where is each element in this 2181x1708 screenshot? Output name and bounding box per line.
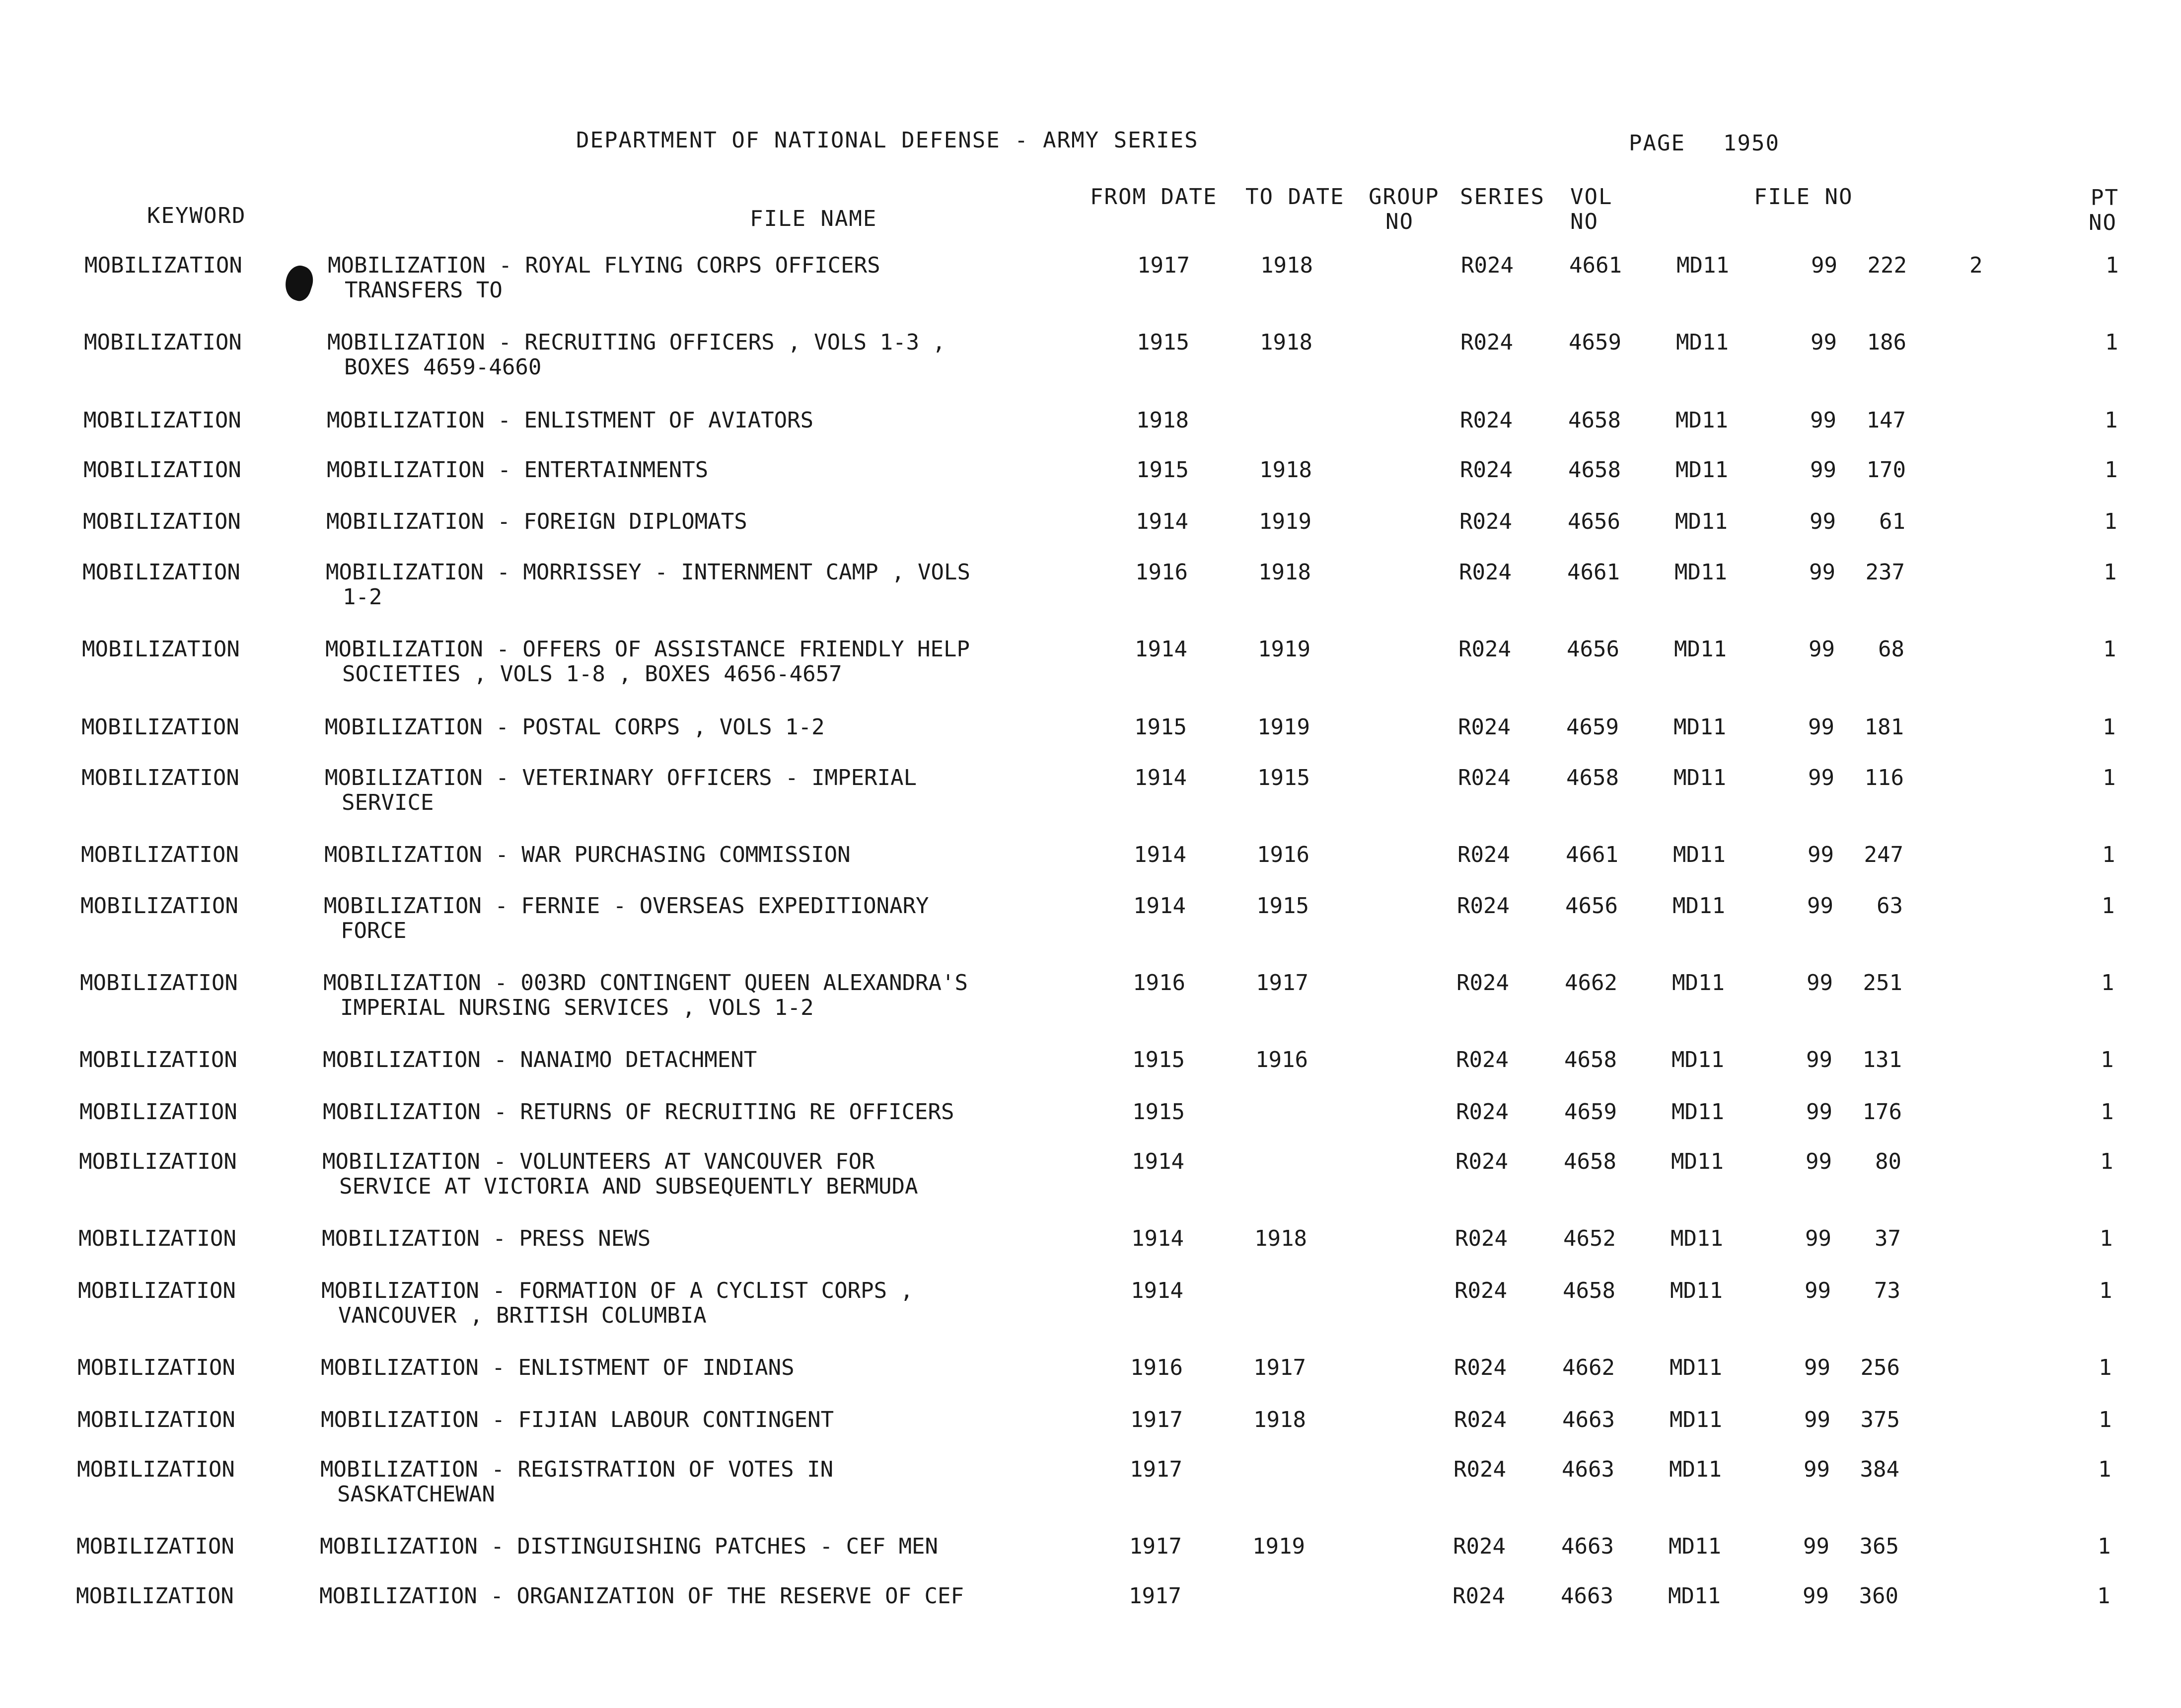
keyword-cell: MOBILIZATION <box>79 1099 237 1125</box>
file-no-part2: 99 <box>1810 457 1836 483</box>
file-no-part3: 147 <box>1866 408 1906 433</box>
file-no-part3: 365 <box>1859 1534 1899 1559</box>
from-date-cell: 1916 <box>1133 970 1185 996</box>
table-row <box>0 971 2177 1025</box>
file-name-line1: MOBILIZATION - FERNIE - OVERSEAS EXPEDITIONARY <box>324 893 929 919</box>
series-cell: R024 <box>1460 408 1513 433</box>
series-cell: R024 <box>1456 1099 1509 1125</box>
file-name-line2: SOCIETIES , VOLS 1-8 , BOXES 4656-4657 <box>342 661 842 687</box>
file-name-cell <box>326 560 1110 610</box>
table-row <box>0 766 2178 820</box>
file-name-line1: MOBILIZATION - ENLISTMENT OF AVIATORS <box>327 408 814 433</box>
file-name-line1: MOBILIZATION - ENLISTMENT OF INDIANS <box>321 1355 795 1380</box>
table-row <box>0 843 2178 897</box>
file-no-part1: MD11 <box>1675 457 1728 483</box>
keyword-cell: MOBILIZATION <box>81 714 239 740</box>
table-row <box>0 1584 2173 1638</box>
file-name-line1: MOBILIZATION - VETERINARY OFFICERS - IMPERIAL <box>325 765 917 790</box>
file-name-cell <box>325 766 1109 815</box>
file-no-part3: 181 <box>1864 714 1904 740</box>
file-name-line1: MOBILIZATION - POSTAL CORPS , VOLS 1-2 <box>325 714 825 740</box>
file-name-cell <box>321 1408 1105 1432</box>
pt-no-cell: 1 <box>2104 560 2117 585</box>
keyword-cell: MOBILIZATION <box>76 1583 234 1609</box>
pt-no-cell: 1 <box>2101 1047 2114 1072</box>
col-group-no: NO <box>1385 209 1414 234</box>
file-name-cell <box>319 1584 1104 1609</box>
pt-no-cell: 1 <box>2102 893 2115 919</box>
file-no-part2: 99 <box>1805 1226 1831 1251</box>
keyword-cell: MOBILIZATION <box>80 970 238 996</box>
to-date-cell: 1919 <box>1259 509 1311 534</box>
file-no-part2: 99 <box>1803 1534 1829 1559</box>
series-cell: R024 <box>1455 1226 1508 1251</box>
series-cell: R024 <box>1457 893 1510 919</box>
keyword-cell: MOBILIZATION <box>81 765 239 790</box>
vol-no-cell: 4658 <box>1568 457 1621 483</box>
col-file-no: FILE NO <box>1754 184 1853 210</box>
file-no-part3: 116 <box>1864 765 1904 790</box>
from-date-cell: 1917 <box>1129 1534 1182 1559</box>
file-no-part3: 61 <box>1879 509 1905 534</box>
file-no-part2: 99 <box>1808 842 1834 867</box>
file-name-line1: MOBILIZATION - ROYAL FLYING CORPS OFFICERS <box>328 253 880 278</box>
vol-no-cell: 4663 <box>1562 1407 1615 1432</box>
file-no-part2: 99 <box>1807 970 1833 996</box>
to-date-cell: 1915 <box>1256 893 1309 919</box>
table-row <box>0 253 2181 308</box>
col-from-date: FROM DATE <box>1090 184 1218 210</box>
file-no-part2: 99 <box>1810 408 1836 433</box>
vol-no-cell: 4658 <box>1568 408 1621 433</box>
keyword-cell: MOBILIZATION <box>76 1534 234 1559</box>
file-name-line1: MOBILIZATION - WAR PURCHASING COMMISSION <box>324 842 851 867</box>
file-name-cell <box>324 894 1108 943</box>
document-title: DEPARTMENT OF NATIONAL DEFENSE - ARMY SERIES <box>576 128 1199 153</box>
from-date-cell: 1914 <box>1135 637 1187 662</box>
vol-no-cell: 4658 <box>1563 1278 1615 1303</box>
series-cell: R024 <box>1453 1583 1505 1609</box>
vol-no-cell: 4661 <box>1566 842 1618 867</box>
pt-no-cell: 1 <box>2103 637 2116 662</box>
table-row <box>0 1408 2174 1462</box>
table-row <box>0 1457 2174 1512</box>
page-label: PAGE <box>1629 131 1685 156</box>
from-date-cell: 1914 <box>1134 765 1187 790</box>
file-no-part1: MD11 <box>1675 408 1728 433</box>
file-no-part3: 384 <box>1860 1457 1899 1482</box>
file-no-part2: 99 <box>1811 330 1837 355</box>
series-cell: R024 <box>1457 842 1510 867</box>
col-pt: PT <box>2091 185 2119 211</box>
col-pt-no: NO <box>2089 210 2117 235</box>
file-name-cell <box>324 843 1109 867</box>
to-date-cell: 1919 <box>1258 637 1310 662</box>
file-no-part2: 99 <box>1805 1278 1831 1303</box>
series-cell: R024 <box>1459 560 1512 585</box>
from-date-cell: 1917 <box>1129 1583 1181 1609</box>
file-no-part2: 99 <box>1806 1099 1832 1125</box>
file-no-part3: 222 <box>1867 253 1907 278</box>
col-file-name: FILE NAME <box>750 206 877 231</box>
table-row <box>0 1279 2175 1333</box>
keyword-cell: MOBILIZATION <box>77 1355 235 1380</box>
series-cell: R024 <box>1454 1407 1507 1432</box>
series-cell: R024 <box>1458 714 1511 740</box>
file-no-part2: 99 <box>1808 714 1834 740</box>
file-no-part1: MD11 <box>1676 330 1729 355</box>
table-row <box>0 1100 2176 1154</box>
vol-no-cell: 4652 <box>1563 1226 1616 1251</box>
file-no-part4: 2 <box>1969 253 1983 278</box>
pt-no-cell: 1 <box>2099 1278 2112 1303</box>
to-date-cell: 1915 <box>1257 765 1310 790</box>
col-keyword: KEYWORD <box>147 203 246 228</box>
file-name-cell <box>321 1355 1105 1380</box>
vol-no-cell: 4659 <box>1566 714 1619 740</box>
series-cell: R024 <box>1454 1278 1507 1303</box>
file-no-part1: MD11 <box>1672 970 1725 996</box>
vol-no-cell: 4663 <box>1562 1457 1614 1482</box>
keyword-cell: MOBILIZATION <box>82 637 240 662</box>
vol-no-cell: 4663 <box>1561 1534 1614 1559</box>
file-name-line2: BOXES 4659-4660 <box>344 355 542 380</box>
keyword-cell: MOBILIZATION <box>78 1226 236 1251</box>
file-no-part2: 99 <box>1804 1457 1830 1482</box>
file-name-line1: MOBILIZATION - FIJIAN LABOUR CONTINGENT <box>321 1407 834 1432</box>
series-cell: R024 <box>1454 1355 1507 1380</box>
pt-no-cell: 1 <box>2098 1534 2111 1559</box>
file-no-part2: 99 <box>1809 560 1835 585</box>
file-name-line2: VANCOUVER , BRITISH COLUMBIA <box>338 1303 707 1328</box>
table-row <box>0 1048 2176 1102</box>
file-no-part3: 237 <box>1865 560 1905 585</box>
to-date-cell: 1917 <box>1256 970 1309 996</box>
vol-no-cell: 4663 <box>1561 1583 1613 1609</box>
file-no-part1: MD11 <box>1669 1457 1722 1482</box>
file-name-line1: MOBILIZATION - ORGANIZATION OF THE RESERVE OF CEF <box>319 1583 964 1609</box>
table-row <box>0 509 2180 564</box>
file-name-cell <box>323 1048 1107 1072</box>
file-name-cell <box>323 1100 1107 1125</box>
vol-no-cell: 4656 <box>1567 637 1619 662</box>
pt-no-cell: 1 <box>2101 970 2114 996</box>
file-no-part3: 186 <box>1867 330 1906 355</box>
from-date-cell: 1914 <box>1134 842 1186 867</box>
file-no-part2: 99 <box>1811 253 1837 278</box>
file-no-part3: 360 <box>1859 1583 1898 1609</box>
file-no-part1: MD11 <box>1670 1407 1722 1432</box>
file-no-part3: 375 <box>1860 1407 1900 1432</box>
file-name-cell <box>325 637 1110 687</box>
to-date-cell: 1918 <box>1258 560 1311 585</box>
file-name-line2: SASKATCHEWAN <box>337 1482 495 1507</box>
series-cell: R024 <box>1459 509 1512 534</box>
table-row <box>0 1355 2174 1410</box>
file-name-line1: MOBILIZATION - RETURNS OF RECRUITING RE OFFICERS <box>323 1099 954 1125</box>
from-date-cell: 1917 <box>1137 253 1190 278</box>
vol-no-cell: 4662 <box>1562 1355 1615 1380</box>
file-name-cell <box>323 971 1108 1020</box>
file-no-part1: MD11 <box>1673 765 1726 790</box>
file-no-part1: MD11 <box>1676 253 1729 278</box>
file-no-part3: 247 <box>1864 842 1903 867</box>
from-date-cell: 1914 <box>1132 1149 1184 1174</box>
series-cell: R024 <box>1458 765 1511 790</box>
file-name-line1: MOBILIZATION - FORMATION OF A CYCLIST CORPS , <box>321 1278 914 1303</box>
keyword-cell: MOBILIZATION <box>84 253 242 278</box>
pt-no-cell: 1 <box>2099 1355 2112 1380</box>
vol-no-cell: 4658 <box>1564 1149 1616 1174</box>
series-cell: R024 <box>1455 1149 1508 1174</box>
file-name-cell <box>328 253 1112 303</box>
to-date-cell: 1919 <box>1257 714 1310 740</box>
file-name-cell <box>320 1534 1104 1559</box>
from-date-cell: 1917 <box>1130 1407 1183 1432</box>
to-date-cell: 1918 <box>1254 1226 1307 1251</box>
file-name-line1: MOBILIZATION - DISTINGUISHING PATCHES - CEF MEN <box>320 1534 939 1559</box>
keyword-cell: MOBILIZATION <box>80 893 238 919</box>
file-name-cell <box>320 1457 1105 1507</box>
pt-no-cell: 1 <box>2104 509 2117 534</box>
pt-no-cell: 1 <box>2106 253 2119 278</box>
series-cell: R024 <box>1454 1457 1506 1482</box>
to-date-cell: 1916 <box>1255 1047 1308 1072</box>
pt-no-cell: 1 <box>2101 1099 2114 1125</box>
file-no-part1: MD11 <box>1671 1149 1724 1174</box>
vol-no-cell: 4659 <box>1564 1099 1617 1125</box>
file-no-part1: MD11 <box>1674 637 1727 662</box>
file-no-part3: 131 <box>1862 1047 1902 1072</box>
file-no-part2: 99 <box>1803 1583 1829 1609</box>
from-date-cell: 1915 <box>1132 1099 1185 1125</box>
to-date-cell: 1919 <box>1252 1534 1305 1559</box>
table-row <box>0 1534 2173 1589</box>
series-cell: R024 <box>1458 637 1511 662</box>
from-date-cell: 1914 <box>1133 893 1186 919</box>
file-no-part3: 63 <box>1877 893 1903 919</box>
vol-no-cell: 4659 <box>1569 330 1621 355</box>
pt-no-cell: 1 <box>2102 842 2115 867</box>
table-row <box>0 458 2180 512</box>
file-no-part1: MD11 <box>1669 1534 1721 1559</box>
table-row <box>0 560 2179 615</box>
file-name-line1: MOBILIZATION - REGISTRATION OF VOTES IN <box>320 1457 834 1482</box>
col-series: SERIES <box>1460 184 1545 210</box>
from-date-cell: 1914 <box>1136 509 1188 534</box>
file-no-part3: 37 <box>1875 1226 1901 1251</box>
keyword-cell: MOBILIZATION <box>81 842 239 867</box>
pt-no-cell: 1 <box>2105 330 2118 355</box>
series-cell: R024 <box>1456 1047 1509 1072</box>
file-no-part2: 99 <box>1810 509 1836 534</box>
table-row <box>0 715 2178 770</box>
file-no-part2: 99 <box>1804 1355 1830 1380</box>
vol-no-cell: 4656 <box>1565 893 1618 919</box>
file-no-part2: 99 <box>1808 765 1834 790</box>
series-cell: R024 <box>1453 1534 1506 1559</box>
keyword-cell: MOBILIZATION <box>79 1149 237 1174</box>
from-date-cell: 1914 <box>1131 1278 1183 1303</box>
from-date-cell: 1918 <box>1136 408 1189 433</box>
from-date-cell: 1916 <box>1135 560 1188 585</box>
file-no-part2: 99 <box>1804 1407 1830 1432</box>
pt-no-cell: 1 <box>2098 1457 2111 1482</box>
pt-no-cell: 1 <box>2105 408 2118 433</box>
col-group: GROUP <box>1369 184 1440 210</box>
col-vol-no: NO <box>1570 209 1599 234</box>
page-number: 1950 <box>1723 131 1780 156</box>
file-name-cell <box>321 1279 1106 1328</box>
from-date-cell: 1915 <box>1137 330 1189 355</box>
pt-no-cell: 1 <box>2100 1226 2113 1251</box>
series-cell: R024 <box>1460 457 1513 483</box>
series-cell: R024 <box>1456 970 1509 996</box>
keyword-cell: MOBILIZATION <box>79 1047 237 1072</box>
from-date-cell: 1916 <box>1130 1355 1183 1380</box>
to-date-cell: 1918 <box>1260 253 1313 278</box>
file-name-line1: MOBILIZATION - MORRISSEY - INTERNMENT CAMP , VOLS <box>326 560 971 585</box>
file-name-line2: IMPERIAL NURSING SERVICES , VOLS 1-2 <box>340 995 814 1020</box>
from-date-cell: 1914 <box>1131 1226 1184 1251</box>
file-no-part2: 99 <box>1806 1149 1832 1174</box>
keyword-cell: MOBILIZATION <box>78 1278 236 1303</box>
file-name-line2: FORCE <box>341 918 407 943</box>
to-date-cell: 1918 <box>1259 457 1312 483</box>
file-no-part1: MD11 <box>1672 1047 1724 1072</box>
vol-no-cell: 4658 <box>1566 765 1619 790</box>
table-row <box>0 1226 2175 1281</box>
vol-no-cell: 4656 <box>1568 509 1620 534</box>
file-name-cell <box>327 458 1111 483</box>
file-no-part2: 99 <box>1809 637 1835 662</box>
keyword-cell: MOBILIZATION <box>77 1407 235 1432</box>
file-name-cell <box>325 715 1109 740</box>
table-row <box>0 894 2177 948</box>
from-date-cell: 1915 <box>1136 457 1189 483</box>
vol-no-cell: 4658 <box>1564 1047 1617 1072</box>
file-no-part2: 99 <box>1806 1047 1832 1072</box>
file-name-line2: SERVICE <box>342 790 434 815</box>
file-name-line2: 1-2 <box>343 584 382 610</box>
file-name-cell <box>322 1226 1106 1251</box>
file-no-part1: MD11 <box>1672 893 1725 919</box>
pt-no-cell: 1 <box>2105 457 2118 483</box>
from-date-cell: 1915 <box>1134 714 1187 740</box>
file-name-cell <box>327 330 1112 380</box>
file-name-line1: MOBILIZATION - RECRUITING OFFICERS , VOLS 1-3 , <box>327 330 946 355</box>
file-no-part1: MD11 <box>1672 1099 1724 1125</box>
col-vol: VOL <box>1570 184 1613 210</box>
to-date-cell: 1916 <box>1257 842 1309 867</box>
series-cell: R024 <box>1461 253 1514 278</box>
file-name-cell <box>326 509 1111 534</box>
to-date-cell: 1917 <box>1253 1355 1306 1380</box>
file-no-part2: 99 <box>1807 893 1833 919</box>
file-name-line1: MOBILIZATION - PRESS NEWS <box>322 1226 651 1251</box>
file-no-part3: 251 <box>1863 970 1902 996</box>
file-name-line1: MOBILIZATION - 003RD CONTINGENT QUEEN ALEXANDRA'S <box>323 970 968 996</box>
keyword-cell: MOBILIZATION <box>82 560 240 585</box>
table-row <box>0 330 2181 385</box>
file-no-part3: 256 <box>1860 1355 1900 1380</box>
file-name-cell <box>322 1149 1107 1199</box>
pt-no-cell: 1 <box>2103 765 2116 790</box>
file-name-line2: TRANSFERS TO <box>345 278 503 303</box>
file-no-part1: MD11 <box>1668 1583 1721 1609</box>
file-no-part1: MD11 <box>1674 560 1727 585</box>
series-cell: R024 <box>1460 330 1513 355</box>
keyword-cell: MOBILIZATION <box>77 1457 235 1482</box>
file-no-part1: MD11 <box>1675 509 1728 534</box>
pt-no-cell: 1 <box>2097 1583 2110 1609</box>
file-no-part3: 73 <box>1874 1278 1900 1303</box>
file-name-line2: SERVICE AT VICTORIA AND SUBSEQUENTLY BERMUDA <box>339 1174 918 1199</box>
file-name-line1: MOBILIZATION - FOREIGN DIPLOMATS <box>326 509 747 534</box>
vol-no-cell: 4661 <box>1567 560 1620 585</box>
to-date-cell: 1918 <box>1253 1407 1306 1432</box>
file-no-part1: MD11 <box>1673 714 1726 740</box>
file-no-part3: 176 <box>1862 1099 1902 1125</box>
file-name-cell <box>327 408 1111 433</box>
keyword-cell: MOBILIZATION <box>84 330 242 355</box>
pt-no-cell: 1 <box>2100 1149 2113 1174</box>
file-name-line1: MOBILIZATION - VOLUNTEERS AT VANCOUVER FOR <box>322 1149 875 1174</box>
from-date-cell: 1915 <box>1132 1047 1185 1072</box>
keyword-cell: MOBILIZATION <box>83 509 241 534</box>
file-no-part3: 68 <box>1878 637 1904 662</box>
file-no-part3: 80 <box>1875 1149 1901 1174</box>
pt-no-cell: 1 <box>2103 714 2116 740</box>
keyword-cell: MOBILIZATION <box>83 408 241 433</box>
from-date-cell: 1917 <box>1130 1457 1182 1482</box>
file-no-part1: MD11 <box>1670 1278 1723 1303</box>
file-name-line1: MOBILIZATION - ENTERTAINMENTS <box>327 457 709 483</box>
table-row <box>0 1149 2176 1204</box>
file-no-part3: 170 <box>1866 457 1906 483</box>
file-no-part1: MD11 <box>1671 1226 1723 1251</box>
table-row <box>0 408 2180 463</box>
vol-no-cell: 4662 <box>1565 970 1617 996</box>
file-name-line1: MOBILIZATION - OFFERS OF ASSISTANCE FRIENDLY HELP <box>325 637 970 662</box>
table-row <box>0 637 2179 692</box>
pt-no-cell: 1 <box>2099 1407 2112 1432</box>
vol-no-cell: 4661 <box>1569 253 1622 278</box>
to-date-cell: 1918 <box>1260 330 1312 355</box>
col-to-date: TO DATE <box>1245 184 1345 210</box>
keyword-cell: MOBILIZATION <box>83 457 241 483</box>
file-name-line1: MOBILIZATION - NANAIMO DETACHMENT <box>323 1047 757 1072</box>
file-no-part1: MD11 <box>1670 1355 1722 1380</box>
file-no-part1: MD11 <box>1673 842 1726 867</box>
